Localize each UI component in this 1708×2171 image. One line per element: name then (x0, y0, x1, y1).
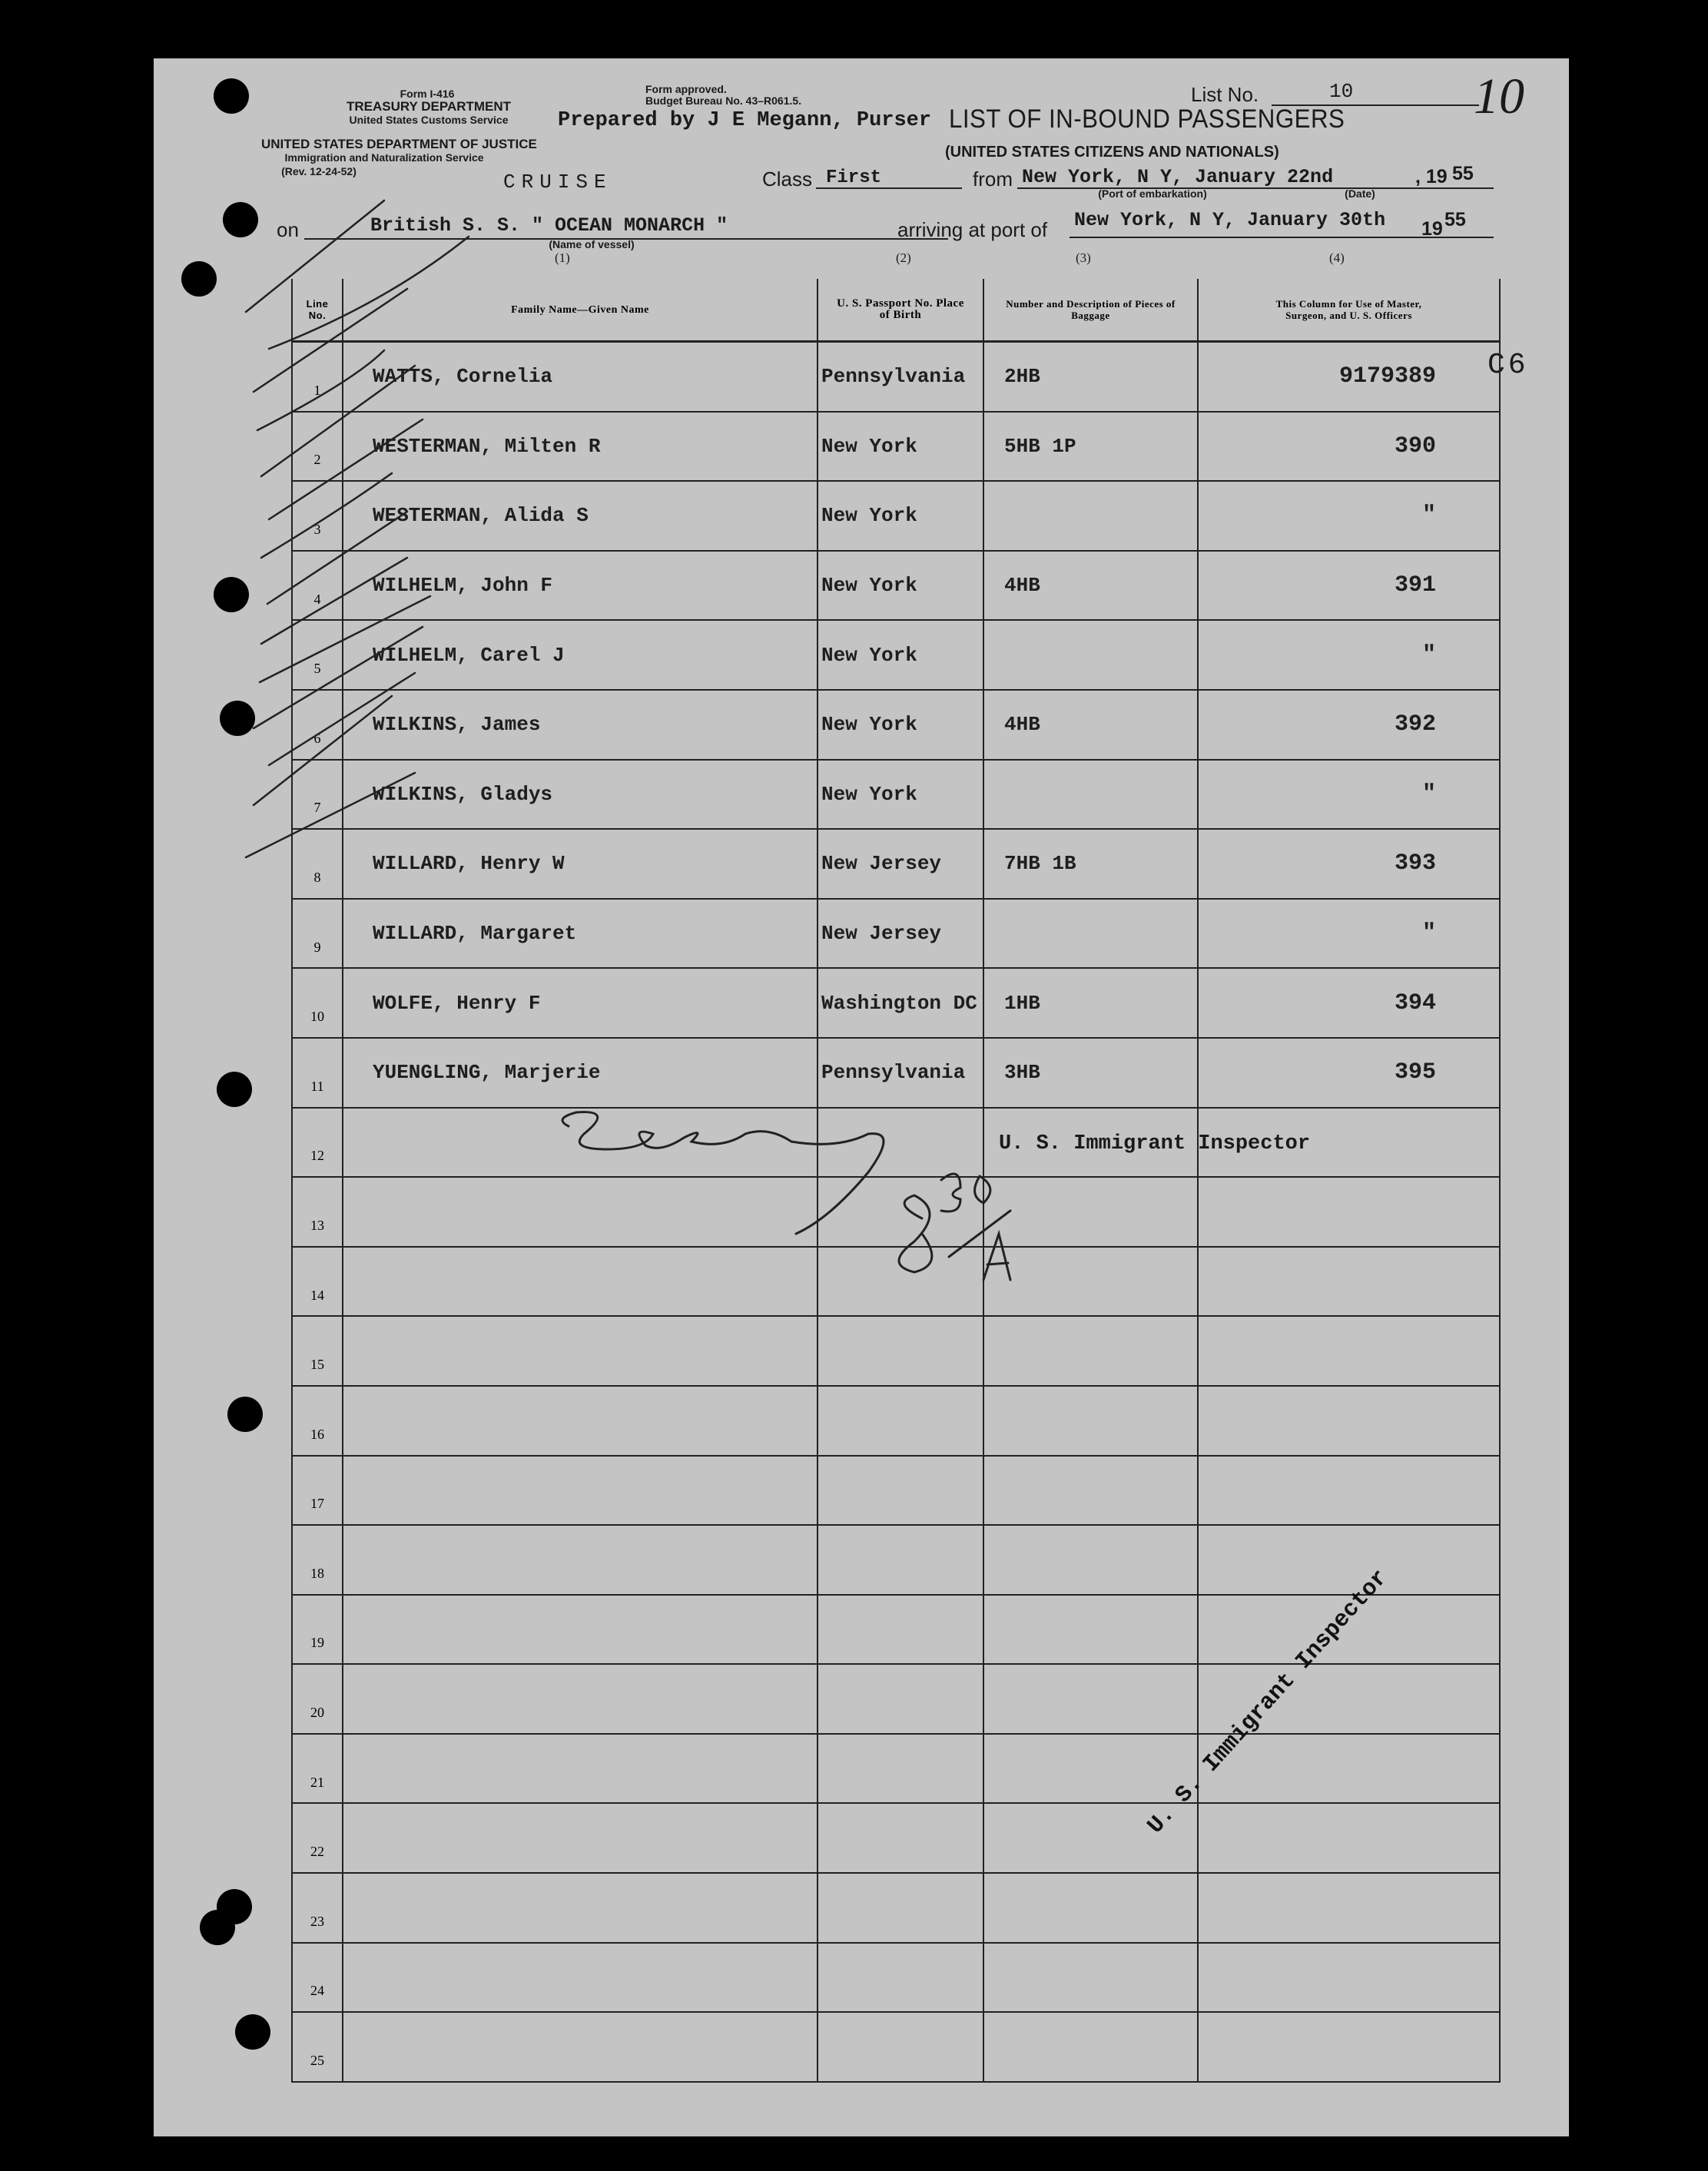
line-number: 9 (313, 939, 321, 955)
prepared-by: Prepared by J E Megann, Purser (558, 109, 932, 132)
baggage: 5HB 1P (1004, 434, 1076, 458)
line-number: 5 (313, 661, 321, 677)
line-number: 24 (310, 1983, 324, 1999)
binder-hole (200, 1910, 235, 1945)
budget-bureau: Budget Bureau No. 43–R061.5. (645, 94, 802, 107)
header-line-no: Line No. (306, 298, 329, 321)
date-caption: (Date) (1345, 187, 1375, 200)
arrival-year-prefix: 19 (1421, 218, 1443, 240)
official-use: 390 (1394, 433, 1436, 459)
line-number: 16 (310, 1426, 324, 1442)
list-no-value: 10 (1329, 80, 1354, 103)
column-number-1: (1) (555, 250, 570, 265)
revision: (Rev. 12-24-52) (281, 165, 357, 177)
margin-mark: C6 (1487, 349, 1529, 382)
passenger-name: WILLARD, Henry W (373, 852, 565, 876)
official-use: 391 (1394, 572, 1436, 599)
baggage: 4HB (1004, 713, 1040, 737)
official-use: " (1421, 502, 1436, 529)
header-official-use: This Column for Use of Master, Surgeon, and U. S. Officers (1275, 298, 1422, 321)
class-value: First (826, 167, 882, 188)
official-use: " (1421, 641, 1436, 668)
binder-hole (220, 701, 255, 736)
line-number: 13 (310, 1217, 324, 1233)
passenger-name: WESTERMAN, Milten R (373, 434, 601, 458)
line-number: 15 (310, 1357, 324, 1373)
table-row (292, 1734, 1500, 1804)
passenger-name: WILHELM, John F (373, 574, 553, 598)
header-passport: U. S. Passport No. Place of Birth (837, 297, 964, 321)
arriving-label: arriving at port of (897, 218, 1048, 241)
table-row (292, 1386, 1500, 1456)
line-number: 20 (310, 1705, 324, 1721)
column-number-4: (4) (1329, 250, 1345, 265)
baggage: 2HB (1004, 365, 1040, 389)
document-sheet (154, 58, 1569, 2136)
arrival-year-suffix: 55 (1444, 209, 1466, 230)
passenger-name: WILKINS, James (373, 713, 541, 737)
table-row (292, 1873, 1500, 1943)
line-number: 3 (313, 521, 321, 537)
header-baggage: Number and Description of Pieces of Baggage (1006, 298, 1176, 321)
place-of-birth: New York (821, 574, 917, 598)
place-of-birth: New York (821, 713, 917, 737)
official-use: " (1421, 781, 1436, 807)
line-number: 7 (313, 800, 321, 816)
passenger-name: WATTS, Cornelia (373, 365, 553, 389)
table-row (292, 1177, 1500, 1247)
official-use: 393 (1394, 850, 1436, 877)
passenger-name: WILHELM, Carel J (373, 643, 565, 667)
justice-dept: UNITED STATES DEPARTMENT OF JUSTICE (261, 137, 537, 151)
passenger-table (291, 279, 1501, 2083)
line-number: 2 (313, 452, 321, 468)
baggage: 1HB (1004, 991, 1040, 1015)
baggage: 7HB 1B (1004, 852, 1076, 876)
line-number: 17 (310, 1496, 324, 1512)
passenger-name: WOLFE, Henry F (373, 991, 541, 1015)
column-number-3: (3) (1076, 250, 1091, 265)
table-row (292, 1456, 1500, 1526)
inspector-typed: U. S. Immigrant Inspector (999, 1132, 1311, 1155)
vessel-caption: (Name of vessel) (549, 238, 635, 250)
binder-hole (214, 78, 249, 114)
official-use: 395 (1394, 1059, 1436, 1086)
table-row (292, 551, 1500, 621)
cruise-label: CRUISE (503, 171, 612, 194)
place-of-birth: Pennsylvania (821, 365, 966, 389)
table-row (292, 342, 1500, 412)
line-number: 4 (313, 591, 321, 607)
ins-service: Immigration and Naturalization Service (284, 151, 484, 164)
on-label: on (277, 218, 299, 241)
place-of-birth: Washington DC (821, 991, 977, 1015)
baggage: 4HB (1004, 574, 1040, 598)
table-row (292, 760, 1500, 830)
list-subtitle: (UNITED STATES CITIZENS AND NATIONALS) (945, 144, 1279, 161)
table-row (292, 2012, 1500, 2082)
official-use: 392 (1394, 711, 1436, 738)
line-number: 6 (313, 730, 321, 746)
binder-hole (223, 202, 258, 237)
customs-service: United States Customs Service (349, 114, 509, 126)
inspector-stamp: U. S. Immigrant Inspector (1143, 1565, 1394, 1840)
line-number: 14 (310, 1287, 324, 1303)
passenger-name: YUENGLING, Marjerie (373, 1061, 601, 1085)
official-use: 9179389 (1338, 363, 1436, 390)
line-number: 11 (310, 1078, 324, 1094)
place-of-birth: New York (821, 782, 917, 806)
binder-hole (227, 1397, 263, 1432)
list-no-label: List No. (1191, 83, 1259, 106)
line-number: 18 (310, 1565, 324, 1581)
table-row (292, 412, 1500, 482)
form-number: Form I-416 (400, 88, 455, 100)
place-of-birth: Pennsylvania (821, 1061, 966, 1085)
table-row (292, 620, 1500, 690)
treasury-dept: TREASURY DEPARTMENT (346, 99, 512, 114)
binder-hole (181, 261, 217, 297)
table-row (292, 1803, 1500, 1873)
port-embark-caption: (Port of embarkation) (1098, 187, 1207, 200)
table-row (292, 1038, 1500, 1108)
place-of-birth: New York (821, 643, 917, 667)
line-number: 12 (310, 1148, 324, 1164)
handwritten-page-number: 10 (1474, 68, 1524, 124)
baggage: 3HB (1004, 1061, 1040, 1085)
line-number: 23 (310, 1913, 324, 1929)
table-row (292, 968, 1500, 1038)
place-of-birth: New Jersey (821, 852, 942, 876)
line-number: 21 (310, 1774, 324, 1790)
binder-hole (217, 1072, 252, 1107)
header-name: Family Name—Given Name (511, 303, 649, 316)
table-row (292, 481, 1500, 551)
column-number-2: (2) (896, 250, 911, 265)
binder-hole (214, 577, 249, 612)
table-row (292, 1664, 1500, 1734)
passenger-name: WESTERMAN, Alida S (373, 504, 589, 528)
table-header-row (292, 279, 1500, 342)
place-of-birth: New York (821, 434, 917, 458)
table-row (292, 690, 1500, 760)
table-row (292, 1247, 1500, 1317)
line-number: 10 (310, 1009, 324, 1025)
place-of-birth: New York (821, 504, 917, 528)
official-use: " (1421, 920, 1436, 947)
from-year-prefix: , 19 (1415, 166, 1448, 187)
vessel-name: British S. S. " OCEAN MONARCH " (370, 214, 728, 237)
official-use: 394 (1394, 989, 1436, 1016)
passenger-name: WILLARD, Margaret (373, 922, 577, 946)
table-row (292, 1943, 1500, 2013)
line-number: 8 (313, 869, 321, 885)
table-row (292, 829, 1500, 899)
passenger-name: WILKINS, Gladys (373, 782, 553, 806)
place-of-birth: New Jersey (821, 922, 942, 946)
table-row (292, 1316, 1500, 1386)
from-value: New York, N Y, January 22nd (1022, 166, 1334, 188)
from-year-suffix: 55 (1452, 163, 1474, 184)
line-number: 19 (310, 1635, 324, 1651)
binder-hole (235, 2014, 270, 2050)
table-row (292, 1525, 1500, 1595)
line-number: 22 (310, 1844, 324, 1860)
arrival-value: New York, N Y, January 30th (1074, 209, 1386, 231)
list-title: LIST OF IN-BOUND PASSENGERS (949, 104, 1345, 134)
table-row (292, 899, 1500, 969)
form-approved: Form approved. (645, 83, 727, 95)
line-number: 25 (310, 2053, 324, 2069)
line-number: 1 (313, 382, 321, 398)
from-label: from (973, 167, 1013, 191)
class-label: Class (762, 167, 813, 191)
table-row (292, 1108, 1500, 1178)
